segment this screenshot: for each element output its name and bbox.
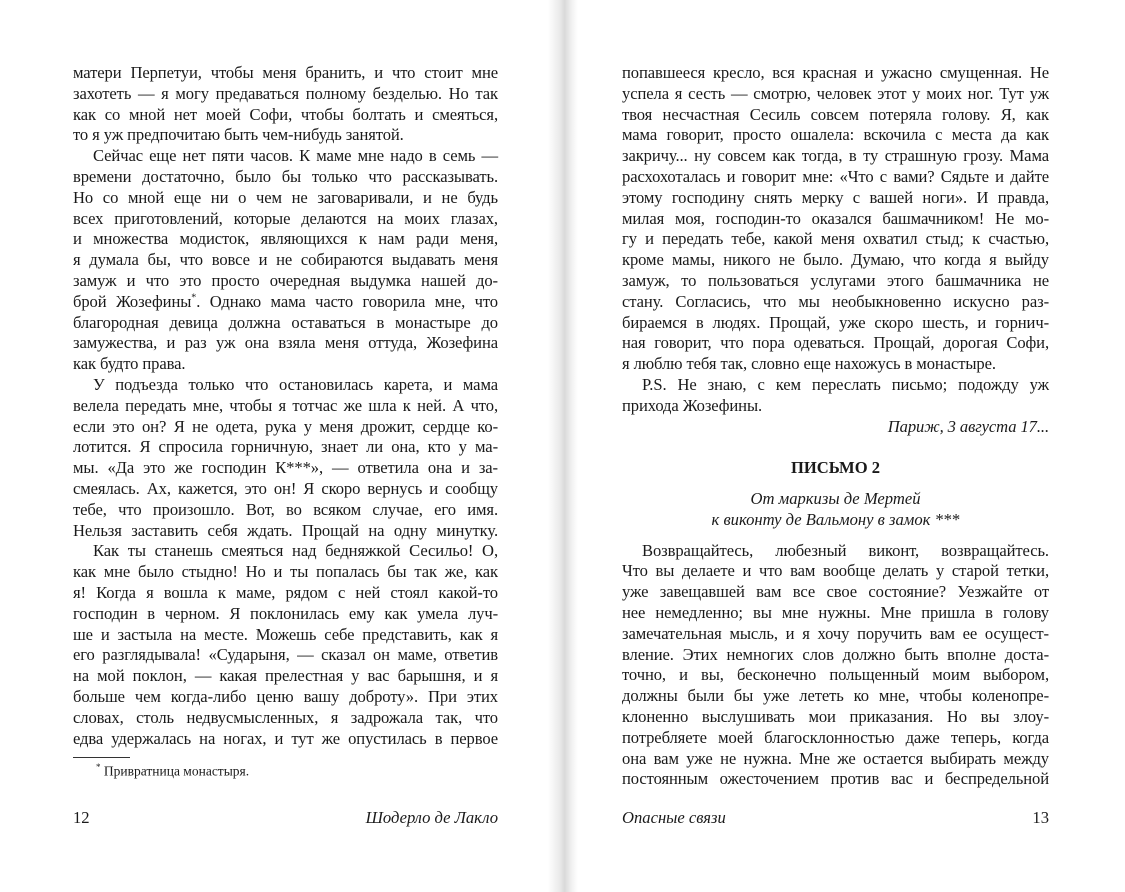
text-line: У подъезда только что остановилась карета, и мама — [93, 374, 498, 394]
text-line: матери Перпетуи, чтобы меня бранить, и что стоит мне — [73, 63, 498, 82]
text-line: закричу... ну совсем как тогда, в ту страшную грозу. Мама — [622, 146, 1049, 166]
text-line: бираемся в людях. Прощай, уже скоро шесть, и горнич- — [622, 312, 1049, 332]
text-line: тебе, что произошло. Вот, во всяком случае, его имя. — [73, 499, 498, 519]
text-line: Возвращайтесь, любезный виконт, возвращайтесь. — [642, 540, 1049, 560]
text-line: попавшееся кресло, вся красная и ужасно смущенная. Не — [622, 63, 1049, 82]
text-line: Сейчас еще нет пяти часов. К маме мне надо в семь — — [93, 146, 498, 166]
footnote-divider — [73, 757, 130, 758]
running-head: Шодерло де Лакло — [365, 808, 498, 827]
footnote-text: Привратница монастыря. — [103, 763, 250, 779]
text-line: захотеть — я могу предаваться полному безделью. Но так — [73, 83, 498, 103]
text-line: всех приготовлений, которые делаются на моих глазах, — [73, 208, 498, 228]
text-line: Что вы делаете и что вам вообще делать у старой тетки, — [622, 561, 1049, 581]
text-line: этому господину снять мерку с вашей ноги». И правда, — [622, 187, 1049, 207]
letter-signoff: Париж, 3 августа 17... — [887, 416, 1049, 436]
text-line: нее немедленно; вы мне нужны. Мне пришла в голову — [622, 602, 1049, 622]
text-line: точно, и вы, бесконечно польщенный моим выбором, — [622, 665, 1049, 685]
spacer — [622, 437, 1049, 458]
text-line: велела передать мне, чтобы я тотчас же шла к ней. А что, — [73, 395, 498, 415]
right-page-text — [622, 63, 1049, 790]
text-line: его разглядывала! «Сударыня, — сказал он маме, ответив — [73, 645, 498, 665]
text-line: потребляете моей благосклонностью даже теперь, когда — [622, 727, 1049, 747]
text-line: едва удержалась на ногах, и тут же опустилась в первое — [73, 728, 498, 748]
text-line: вление. Этих немногих слов должно быть вполне доста- — [622, 644, 1049, 664]
text-line: Но со мной еще ни о чем не заговаривали, и не будь — [73, 187, 498, 207]
letter-recipient: к виконту де Вальмону в замок *** — [711, 509, 960, 529]
text-line: замечательная мысль, и я хочу поручить вам ее осущест- — [622, 623, 1049, 643]
text-line: стану. Согласись, что мы необыкновенно искусно раз- — [622, 291, 1049, 311]
spacer — [622, 479, 1049, 489]
letter-sender: От маркизы де Мертей — [750, 488, 921, 508]
text-line: замужества, и раз уж она взяла меня оттуда, Жозефина — [73, 333, 498, 353]
text-line: я люблю тебя так, словно еще нахожусь в монастыре. — [622, 354, 996, 374]
text-line: гу и передать тебе, какой меня охватил стыд; к счастью, — [622, 229, 1049, 249]
text-line-with-footnote — [73, 292, 498, 313]
text-line: прихода Жозефины. — [622, 395, 763, 415]
text-line: милая моя, господин-то оказался башмачником! Не мо- — [622, 208, 1049, 228]
left-page — [73, 0, 498, 892]
text-line: уже завещавшей вам все свое состояние? Уезжайте от — [622, 582, 1049, 602]
page-number: 13 — [1032, 808, 1049, 827]
text-line: успела я сесть — смотрю, человек этот у моих ног. Тут уж — [622, 83, 1049, 103]
text-line: времени достаточно, было бы только что рассказывать. — [73, 166, 498, 186]
text-line: замуж, то пользоваться услугами этого башмачника не — [622, 270, 1049, 290]
text-line: постоянным ожесточением против вас и беспредельной — [622, 769, 1049, 789]
text-line: ше и застыла на месте. Можешь себе представить, как я — [73, 624, 498, 644]
text-line: Как ты станешь смеяться над бедняжкой Сесильо! О, — [93, 541, 498, 561]
text-line: мама говорит, просто ошалела: вскочила с места да как — [622, 125, 1049, 145]
text-line: она вам уже не нужна. Мне же остается выбирать между — [622, 748, 1049, 768]
text-line: лотится. Я спросила горничную, знает ли она, кто у ма- — [73, 437, 498, 457]
text-line: как будто права. — [73, 354, 186, 374]
text-line: P.S. Не знаю, с кем переслать письмо; подожду уж — [642, 374, 1049, 394]
text-line: благородная девица должна оставаться в монастыре до — [73, 312, 498, 332]
text-line: я думала бы, что вовсе и не собираются выдавать меня — [73, 250, 498, 270]
running-head: Опасные связи — [622, 808, 726, 827]
text-line: Нельзя заставить себя ждать. Прощай на одну минутку. — [73, 520, 498, 540]
footnote-marker: * — [191, 292, 197, 304]
text-fragment: . Однако мама часто говорила мне, что — [196, 291, 498, 311]
text-line: смеялась. Ах, кажется, это он! Я скоро вернусь и сообщу — [73, 478, 498, 498]
right-page — [622, 0, 1049, 892]
text-line: ная говорит, что пора одеваться. Прощай, дорогая Софи, — [622, 333, 1049, 353]
text-line: клоненно выслушивать мои приказания. Но вы злоу- — [622, 706, 1049, 726]
text-line: господин в черном. Я поклонилась ему как умела луч- — [73, 603, 498, 623]
text-line: расхохоталась и говорит мне: «Что с вами? Сядьте и дайте — [622, 166, 1049, 186]
text-line: на мой поклон, — какая прелестная у вас барышня, и я — [73, 666, 498, 686]
left-page-text — [73, 63, 498, 749]
book-gutter — [548, 0, 578, 892]
footnote — [96, 762, 249, 780]
text-line: больше чем когда-либо ценю вашу доброту». При этих — [73, 686, 498, 706]
text-line: как со мной нет моей Софи, чтобы болтать и смеяться, — [73, 104, 498, 124]
text-line: мы. «Да это же господин К***», — ответила она и за- — [73, 458, 498, 478]
text-line: словах, столь недвусмысленных, я задрожала так, что — [73, 707, 498, 727]
text-line: кроме мамы, никого не было. Думаю, что когда я выйду — [622, 250, 1049, 270]
text-line: должны были бы уже лететь ко мне, чтобы коленопре- — [622, 686, 1049, 706]
text-fragment: брой Жозефины — [73, 291, 192, 311]
text-line: и множества модисток, являющихся к нам ради меня, — [73, 229, 498, 249]
page-number: 12 — [73, 808, 90, 827]
text-line: то я уж предпочитаю быть чем-нибудь занятой. — [73, 125, 404, 145]
text-line: я! Когда я вошла к маме, рядом с ней стоял какой-то — [73, 582, 498, 602]
text-line: замуж и что это просто очередная выдумка нашей до- — [73, 270, 498, 290]
footnote-marker: * — [96, 762, 101, 772]
spacer — [622, 531, 1049, 541]
letter-heading: ПИСЬМО 2 — [790, 458, 881, 478]
text-line: твоя несчастная Сесиль совсем потеряла голову. Я, как — [622, 104, 1049, 124]
text-line: если это он? Я не одета, рука у меня дрожит, сердце ко- — [73, 416, 498, 436]
text-line: как мне было стыдно! Но и ты попалась бы так же, как — [73, 562, 498, 582]
